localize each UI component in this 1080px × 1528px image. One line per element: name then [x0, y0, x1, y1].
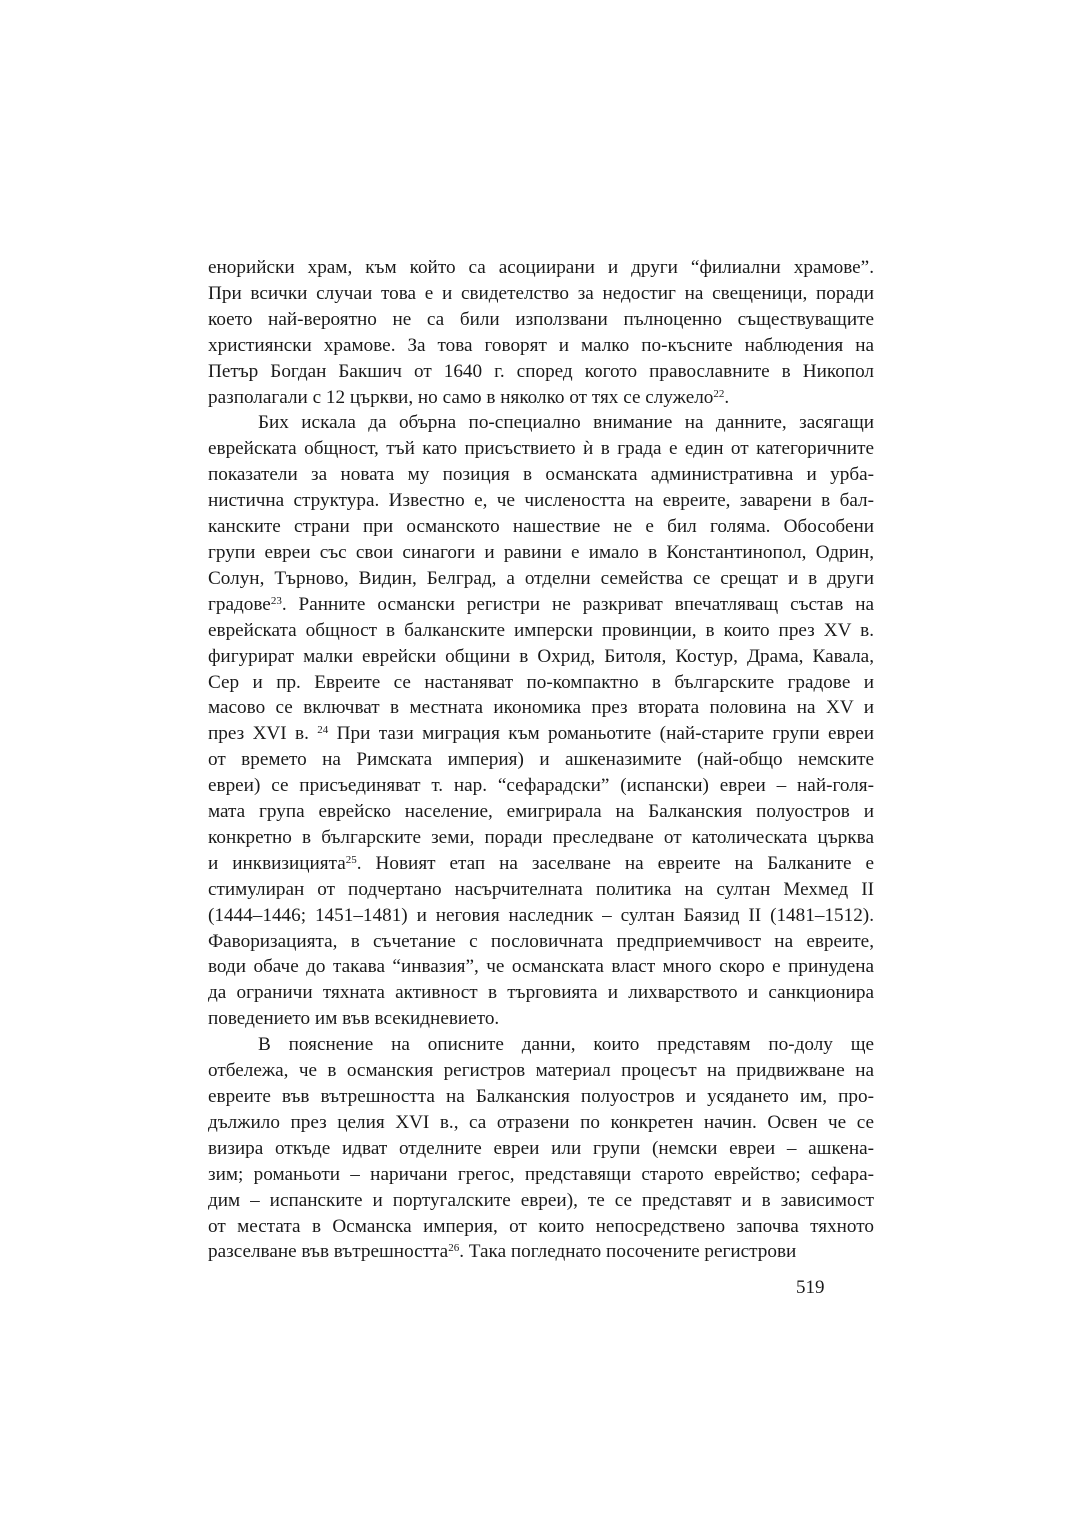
- line-text: от местата в Османска империя, от които непосредствено започва тяхното: [208, 1215, 874, 1237]
- text-line: [208, 1110, 874, 1136]
- text-line: [208, 1006, 874, 1032]
- text-line: [208, 462, 874, 488]
- line-text: през XVI в.: [208, 723, 318, 745]
- line-text: масово се включват в местната икономика през втората половина на XV и: [208, 697, 874, 719]
- text-line: [208, 1136, 874, 1162]
- line-text: Бих искала да обърна по-специално внимание на данните, засягащи: [258, 412, 874, 434]
- footnote-reference[interactable]: 23: [270, 594, 282, 607]
- line-text-continued: . Ранните османски регистри не разкриват впечатляващ състав на: [281, 593, 874, 615]
- text-line: [208, 1084, 874, 1110]
- line-text-continued: .: [724, 386, 730, 408]
- text-line: [208, 618, 874, 644]
- line-text: фигурират малки еврейски общини в Охрид, Битоля, Костур, Драма, Кавала,: [208, 645, 874, 667]
- line-text: При всички случаи това е и свидетелство за недостиг на свещеници, поради: [208, 282, 874, 304]
- line-text-continued: . Така погледнато посочените регистрови: [459, 1241, 797, 1263]
- text-line: [208, 670, 874, 696]
- text-line: [208, 747, 874, 773]
- line-text: визира откъде идват отделните евреи или групи (немски евреи – ашкена-: [208, 1137, 874, 1159]
- line-text: евреи) се присъединяват т. нар. “сефарадски” (испански) евреи – най-голя-: [208, 775, 874, 797]
- line-text: еврейската общност, тъй като присъствието ѝ в града е един от категоричните: [208, 438, 874, 460]
- text-line: [208, 877, 874, 903]
- text-line: [208, 436, 874, 462]
- line-text: и инквизицията: [208, 852, 346, 874]
- text-line: [208, 566, 874, 592]
- line-text: разселване във вътрешността: [208, 1241, 449, 1263]
- text-line: [208, 540, 874, 566]
- line-text: еврейската общност в балканските имперски провинции, в които през XV в.: [208, 619, 874, 641]
- page-number: 519: [796, 1277, 825, 1298]
- line-text: разполагали с 12 църкви, но само в няколко от тях се служело: [208, 386, 714, 408]
- line-text: канските страни при османското нашествие не е бил голяма. Обособени: [208, 516, 874, 538]
- text-line: [208, 825, 874, 851]
- text-line: [208, 1214, 874, 1240]
- text-line: [208, 281, 874, 307]
- text-line: [208, 695, 874, 721]
- paragraph: [208, 255, 874, 410]
- text-line: [208, 410, 874, 436]
- text-line: [208, 799, 874, 825]
- text-line: [208, 1188, 874, 1214]
- line-text: енорийски храм, към който са асоциирани и други “филиални храмове”.: [208, 257, 874, 278]
- line-text: групи евреи със свои синагоги и равини е имало в Константинопол, Одрин,: [208, 541, 874, 563]
- paragraph: [208, 410, 874, 1032]
- text-line: [208, 1239, 874, 1265]
- line-text: християнски храмове. За това говорят и малко по-късните наблюдения на: [208, 334, 874, 356]
- text-line: [208, 1162, 874, 1188]
- text-line: [208, 721, 874, 747]
- text-line: [208, 903, 874, 929]
- body-text: [208, 255, 874, 1265]
- line-text: стимулиран от подчертано насърчителната политика на султан Мехмед II: [208, 878, 874, 900]
- line-text: В пояснение на описните данни, които представям по-долу ще: [258, 1034, 874, 1056]
- text-line: [208, 255, 874, 281]
- line-text: Солун, Търново, Видин, Белград, а отделни семейства се срещат и в други: [208, 567, 874, 589]
- line-text: евреите във вътрешността на Балканския полуостров и усядането им, про-: [208, 1086, 874, 1107]
- footnote-reference[interactable]: 26: [448, 1242, 460, 1255]
- line-text: Сер и пр. Евреите се настаняват по-компактно в българските градове и: [208, 671, 874, 693]
- line-text: градове: [208, 593, 271, 615]
- line-text: конкретно в българските земи, поради преследване от католическата църква: [208, 826, 874, 848]
- text-line: [208, 592, 874, 618]
- line-text: нистична структура. Известно е, че числеността на евреите, заварени в бал-: [208, 490, 874, 512]
- line-text-continued: При тази миграция към романьотите (най-старите групи евреи: [328, 723, 874, 745]
- text-line: [208, 514, 874, 540]
- line-text: дължило през целия XVI в., са отразени по конкретен начин. Освен че се: [208, 1111, 874, 1133]
- text-line: [208, 644, 874, 670]
- line-text: Фаворизацията, в съчетание с пословичната предприемчивост на евреите,: [208, 930, 874, 952]
- line-text: отбележа, че в османския регистров материал процесът на придвижване на: [208, 1060, 874, 1082]
- text-line: [208, 1058, 874, 1084]
- text-line: [208, 851, 874, 877]
- paragraph: [208, 1032, 874, 1265]
- text-line: [208, 773, 874, 799]
- footnote-reference[interactable]: 22: [713, 387, 725, 400]
- text-line: [208, 307, 874, 333]
- line-text: мата група еврейско население, емигрирала на Балканския полуостров и: [208, 801, 874, 823]
- line-text: Петър Богдан Бакшич от 1640 г. според когото православните в Никопол: [208, 360, 874, 382]
- line-text: зим; романьоти – наричани грегос, представящи старото еврейство; сефара-: [208, 1163, 874, 1185]
- line-text: което най-вероятно не са били използвани пълноценно съществуващите: [208, 308, 874, 330]
- footnote-reference[interactable]: 24: [317, 724, 329, 737]
- text-line: [208, 385, 874, 411]
- text-line: [208, 954, 874, 980]
- text-line: [208, 488, 874, 514]
- line-text: от времето на Римската империя) и ашкеназимите (най-общо немските: [208, 749, 874, 771]
- line-text-continued: . Новият етап на заселване на евреите на Балканите е: [356, 852, 874, 874]
- footnote-reference[interactable]: 25: [345, 853, 357, 866]
- line-text: да ограничи тяхната активност в търговията и лихварството и санкционира: [208, 982, 874, 1004]
- line-text: поведението им във всекидневието.: [208, 1008, 500, 1030]
- text-line: [208, 980, 874, 1006]
- line-text: дим – испанските и португалските евреи), те се представят и в зависимост: [208, 1189, 874, 1211]
- text-line: [208, 333, 874, 359]
- text-line: [208, 929, 874, 955]
- line-text: показатели за новата му позиция в османската административна и урба-: [208, 464, 874, 486]
- text-line: [208, 359, 874, 385]
- line-text: (1444–1446; 1451–1481) и неговия наследник – султан Баязид II (1481–1512).: [208, 904, 874, 926]
- text-line: [208, 1032, 874, 1058]
- line-text: води обаче до такава “инвазия”, че османската власт много скоро е принудена: [208, 956, 874, 978]
